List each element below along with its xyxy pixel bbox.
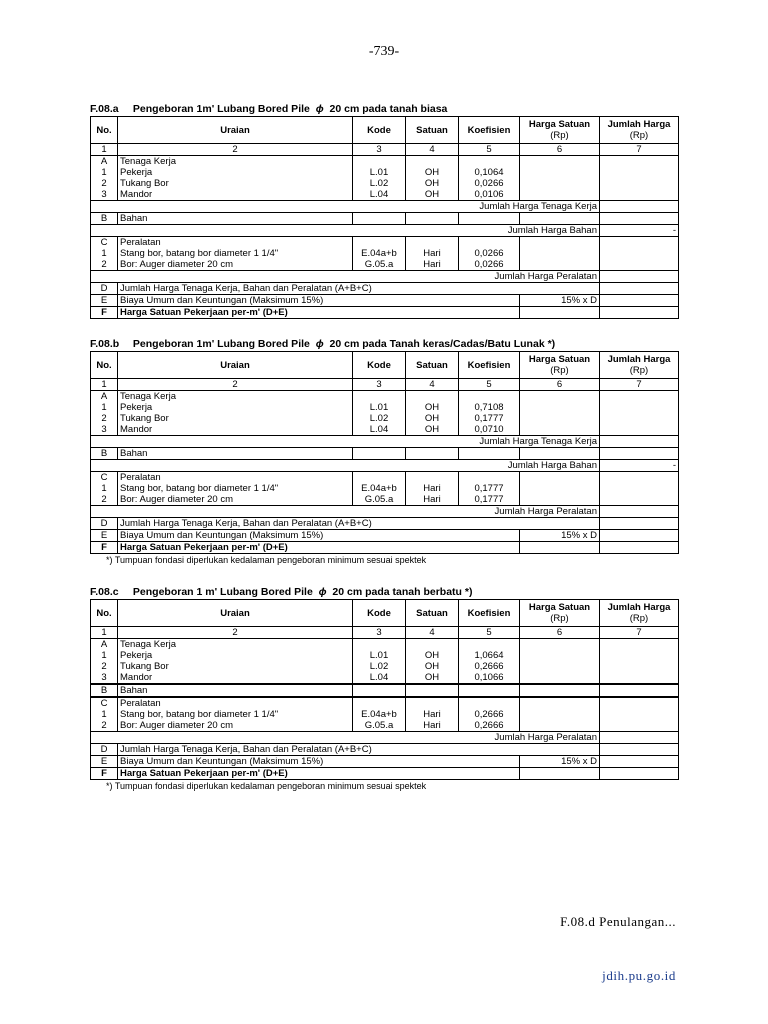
column-number: 6 [520,379,600,391]
empty-cell [520,639,600,684]
section-title-post: 20 cm pada tanah biasa [329,103,448,115]
empty-cell [600,156,679,201]
group-b-no: B [91,448,118,460]
header-jumlah-harga: Jumlah Harga (Rp) [600,600,679,627]
row-d-label: D [91,744,118,756]
section-code: F.08.c [90,586,119,598]
header-jumlah-harga: Jumlah Harga (Rp) [600,117,679,144]
row-f-label: F [91,307,118,319]
jumlah-bahan-row [91,225,679,237]
empty-cell [600,448,679,460]
row-e [91,295,679,307]
section-title-pre: Pengeboran 1 m' Lubang Bored Pile [132,586,313,598]
group-c-no: C 1 2 [91,237,118,271]
jumlah-peralatan-value [600,506,679,518]
section-code: F.08.b [90,338,120,350]
row-d [91,744,679,756]
group-a-rows [91,156,679,201]
column-number: 3 [353,379,406,391]
empty-cell [600,283,679,295]
column-number: 3 [353,144,406,156]
row-e-formula: 15% x D [520,756,600,768]
section-title [90,337,678,351]
group-b-name: Bahan [118,685,353,697]
column-number: 2 [118,627,353,639]
header-kode: Kode [353,352,406,379]
row-d [91,283,679,295]
column-number: 1 [91,144,118,156]
header-satuan: Satuan [406,117,459,144]
group-b-name: Bahan [118,213,353,225]
row-d-text: Jumlah Harga Tenaga Kerja, Bahan dan Peralatan (A+B+C) [118,744,600,756]
group-a-items: Tenaga Kerja Pekerja Tukang Bor Mandor [118,639,353,684]
row-f [91,307,679,319]
column-number: 6 [520,627,600,639]
group-b-row [91,448,679,460]
empty-cell [600,472,679,506]
empty-cell [459,685,520,697]
row-f [91,768,679,780]
empty-cell [406,685,459,697]
section-footnote: *) Tumpuan fondasi diperlukan kedalaman pengeboran minimum sesuai spektek [106,781,427,791]
row-e-formula: 15% x D [520,530,600,542]
column-number: 5 [459,144,520,156]
diameter-symbol: ϕ [318,586,327,598]
empty-cell [600,295,679,307]
group-a-kode: L.01 L.02 L.04 [353,156,406,201]
header-uraian: Uraian [118,352,353,379]
empty-cell [520,156,600,201]
jumlah-tenaga-label: Jumlah Harga Tenaga Kerja [91,436,600,448]
jumlah-bahan-row [91,460,679,472]
group-b-row [91,685,679,697]
jumlah-tenaga-value [600,436,679,448]
column-number: 5 [459,627,520,639]
section-title-pre: Pengeboran 1m' Lubang Bored Pile [132,338,310,350]
column-number: 3 [353,627,406,639]
section-code: F.08.a [90,103,119,115]
group-c-rows [91,698,679,732]
group-a-koefisien: 0,1064 0,0266 0,0106 [459,156,520,201]
row-d-text: Jumlah Harga Tenaga Kerja, Bahan dan Peralatan (A+B+C) [118,283,600,295]
header-koefisien: Koefisien [459,352,520,379]
continuation-text: F.08.d Penulangan... [560,914,676,929]
empty-cell [459,448,520,460]
section-title-post: 20 cm pada tanah berbatu *) [332,586,473,598]
group-a-no: A 1 2 3 [91,156,118,201]
group-c-rows [91,237,679,271]
header-uraian: Uraian [118,117,353,144]
column-number: 7 [600,627,679,639]
group-b-no: B [91,685,118,697]
jumlah-tenaga-row [91,201,679,213]
group-c-satuan: Hari Hari [406,472,459,506]
empty-cell [520,472,600,506]
group-c-items: Peralatan Stang bor, batang bor diameter 1 1/4" Bor: Auger diameter 20 cm [118,698,353,732]
column-number: 2 [118,144,353,156]
header-uraian: Uraian [118,600,353,627]
column-number: 6 [520,144,600,156]
group-b-row [91,213,679,225]
header-koefisien: Koefisien [459,600,520,627]
row-f-label: F [91,768,118,780]
group-c-satuan: Hari Hari [406,237,459,271]
empty-cell [406,448,459,460]
jumlah-bahan-label: Jumlah Harga Bahan [91,460,600,472]
row-f [91,542,679,554]
empty-cell [600,213,679,225]
group-b-name: Bahan [118,448,353,460]
header-kode: Kode [353,117,406,144]
analysis-section-2 [90,337,678,566]
column-number-row [91,627,679,639]
empty-cell [520,448,600,460]
group-a-satuan: OH OH OH [406,639,459,684]
group-a-satuan: OH OH OH [406,391,459,436]
column-number: 2 [118,379,353,391]
empty-cell [600,685,679,697]
jumlah-peralatan-row [91,732,679,744]
jumlah-peralatan-label: Jumlah Harga Peralatan [91,506,600,518]
empty-cell [520,213,600,225]
group-b-no: B [91,213,118,225]
empty-cell [520,685,600,697]
header-satuan: Satuan [406,352,459,379]
empty-cell [353,448,406,460]
jumlah-bahan-label: Jumlah Harga Bahan [91,225,600,237]
empty-cell [600,698,679,732]
empty-cell [520,698,600,732]
group-a-kode: L.01 L.02 L.04 [353,391,406,436]
empty-cell [600,237,679,271]
jumlah-peralatan-value [600,732,679,744]
section-title-pre: Pengeboran 1m' Lubang Bored Pile [132,103,310,115]
header-kode: Kode [353,600,406,627]
column-number-row [91,379,679,391]
page-number: -739- [368,44,400,59]
group-c-items: Peralatan Stang bor, batang bor diameter 1 1/4" Bor: Auger diameter 20 cm [118,237,353,271]
group-a-rows [91,391,679,436]
group-a-rows [91,639,679,684]
footer-source: jdih.pu.go.id [602,968,676,983]
table-header-row [91,600,679,627]
row-e-text: Biaya Umum dan Keuntungan (Maksimum 15%) [118,530,520,542]
group-c-koefisien: 0,0266 0,0266 [459,237,520,271]
group-a-no: A 1 2 3 [91,639,118,684]
group-a-koefisien: 1,0664 0,2666 0,1066 [459,639,520,684]
column-number: 5 [459,379,520,391]
jumlah-bahan-value: - [600,460,679,472]
empty-cell [520,307,600,319]
row-f-text: Harga Satuan Pekerjaan per-m' (D+E) [118,307,520,319]
jumlah-peralatan-label: Jumlah Harga Peralatan [91,271,600,283]
row-f-text: Harga Satuan Pekerjaan per-m' (D+E) [118,542,520,554]
section-title-post: 20 cm pada Tanah keras/Cadas/Batu Lunak *) [329,338,556,350]
group-a-items: Tenaga Kerja Pekerja Tukang Bor Mandor [118,156,353,201]
group-a-satuan: OH OH OH [406,156,459,201]
group-c-items: Peralatan Stang bor, batang bor diameter 1 1/4" Bor: Auger diameter 20 cm [118,472,353,506]
empty-cell [600,518,679,530]
empty-cell [406,213,459,225]
group-a-koefisien: 0,7108 0,1777 0,0710 [459,391,520,436]
empty-cell [600,744,679,756]
jumlah-bahan-value: - [600,225,679,237]
group-a-no: A 1 2 3 [91,391,118,436]
row-e-text: Biaya Umum dan Keuntungan (Maksimum 15%) [118,756,520,768]
group-a-items: Tenaga Kerja Pekerja Tukang Bor Mandor [118,391,353,436]
group-c-koefisien: 0,2666 0,2666 [459,698,520,732]
group-c-no: C 1 2 [91,472,118,506]
section-title [90,102,678,116]
empty-cell [600,307,679,319]
group-c-koefisien: 0,1777 0,1777 [459,472,520,506]
row-d-label: D [91,518,118,530]
header-satuan: Satuan [406,600,459,627]
header-no: No. [91,352,118,379]
column-number: 1 [91,379,118,391]
column-number: 4 [406,144,459,156]
row-e-formula: 15% x D [520,295,600,307]
empty-cell [520,542,600,554]
row-e-label: E [91,530,118,542]
header-no: No. [91,600,118,627]
empty-cell [520,391,600,436]
header-jumlah-harga: Jumlah Harga (Rp) [600,352,679,379]
empty-cell [459,213,520,225]
price-analysis-table [90,116,679,319]
group-c-rows [91,472,679,506]
row-e [91,756,679,768]
row-f-label: F [91,542,118,554]
empty-cell [600,530,679,542]
group-a-kode: L.01 L.02 L.04 [353,639,406,684]
empty-cell [600,768,679,780]
empty-cell [520,768,600,780]
row-d-text: Jumlah Harga Tenaga Kerja, Bahan dan Peralatan (A+B+C) [118,518,600,530]
empty-cell [600,639,679,684]
section-footnote: *) Tumpuan fondasi diperlukan kedalaman pengeboran minimum sesuai spektek [106,555,427,565]
row-f-text: Harga Satuan Pekerjaan per-m' (D+E) [118,768,520,780]
price-analysis-table [90,351,679,554]
diameter-symbol: ϕ [315,103,324,115]
empty-cell [520,237,600,271]
empty-cell [600,756,679,768]
jumlah-tenaga-row [91,436,679,448]
group-c-kode: E.04a+b G.05.a [353,472,406,506]
section-title [90,585,678,599]
header-harga-satuan: Harga Satuan (Rp) [520,600,600,627]
column-number: 7 [600,144,679,156]
jumlah-peralatan-value [600,271,679,283]
empty-cell [353,213,406,225]
jumlah-tenaga-value [600,201,679,213]
column-number: 4 [406,627,459,639]
empty-cell [600,391,679,436]
jumlah-peralatan-label: Jumlah Harga Peralatan [91,732,600,744]
group-c-kode: E.04a+b G.05.a [353,237,406,271]
header-koefisien: Koefisien [459,117,520,144]
table-header-row [91,352,679,379]
diameter-symbol: ϕ [315,338,324,350]
column-number: 4 [406,379,459,391]
column-number-row [91,144,679,156]
empty-cell [600,542,679,554]
row-e-label: E [91,756,118,768]
group-c-no: C 1 2 [91,698,118,732]
analysis-section-3 [90,585,678,792]
price-analysis-table [90,599,679,780]
jumlah-tenaga-label: Jumlah Harga Tenaga Kerja [91,201,600,213]
analysis-section-1 [90,102,678,319]
table-header-row [91,117,679,144]
header-harga-satuan: Harga Satuan (Rp) [520,352,600,379]
group-c-kode: E.04a+b G.05.a [353,698,406,732]
jumlah-peralatan-row [91,506,679,518]
row-d [91,518,679,530]
row-e [91,530,679,542]
row-d-label: D [91,283,118,295]
jumlah-peralatan-row [91,271,679,283]
group-c-satuan: Hari Hari [406,698,459,732]
column-number: 7 [600,379,679,391]
row-e-label: E [91,295,118,307]
empty-cell [353,685,406,697]
header-harga-satuan: Harga Satuan (Rp) [520,117,600,144]
column-number: 1 [91,627,118,639]
header-no: No. [91,117,118,144]
row-e-text: Biaya Umum dan Keuntungan (Maksimum 15%) [118,295,520,307]
